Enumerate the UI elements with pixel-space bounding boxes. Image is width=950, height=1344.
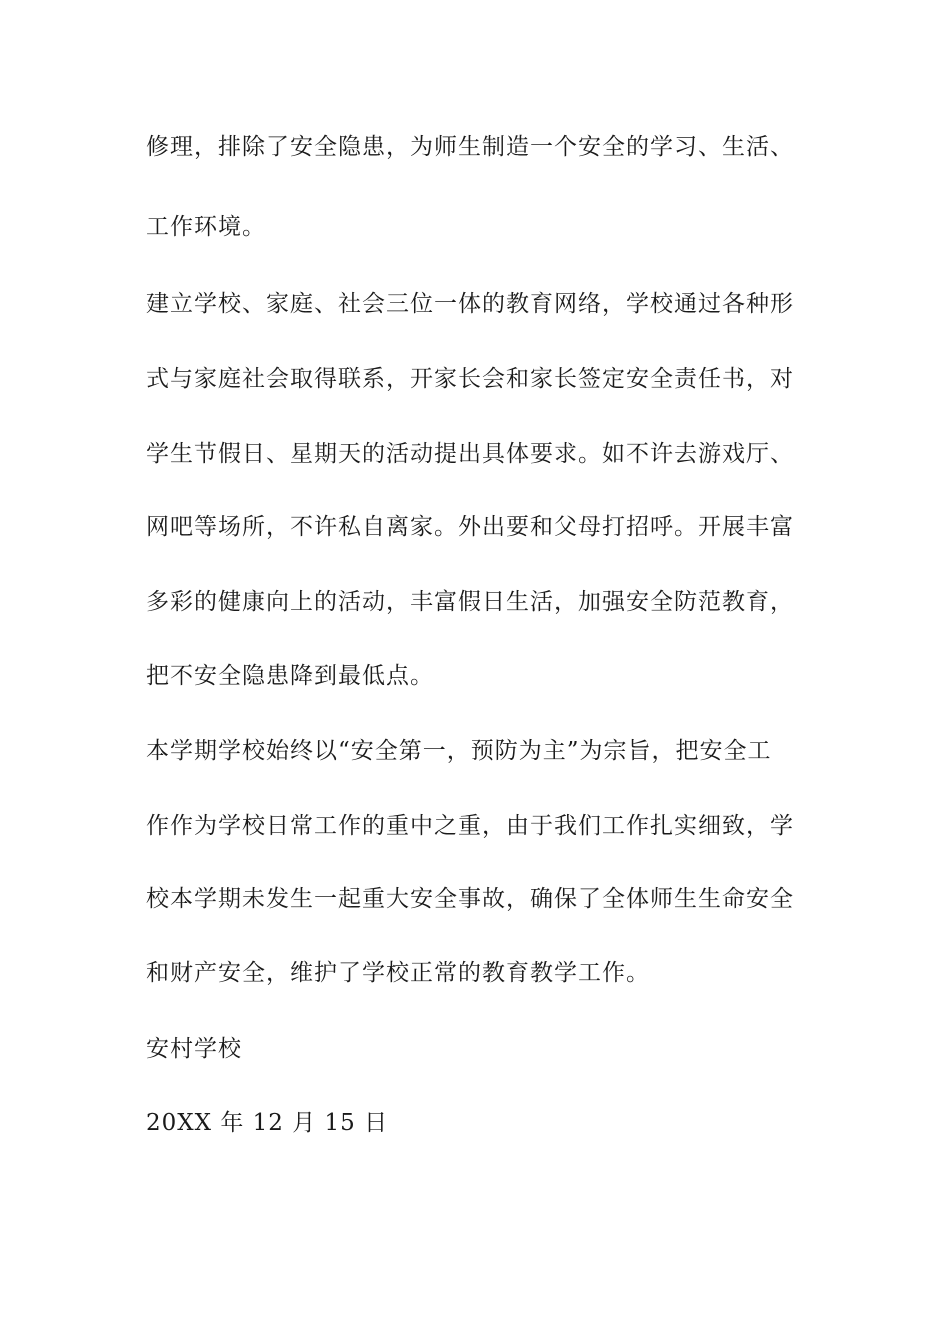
signature-date: 20XX 年 12 月 15 日 <box>146 1110 389 1136</box>
paragraph-1-line-1: 修理，排除了安全隐患，为师生制造一个安全的学习、生活、 <box>146 134 794 160</box>
paragraph-2-line-6: 把不安全隐患降到最低点。 <box>146 663 434 689</box>
paragraph-2-line-3: 学生节假日、星期天的活动提出具体要求。如不许去游戏厅、 <box>146 441 794 467</box>
signature-school-name: 安村学校 <box>146 1036 242 1062</box>
paragraph-3-line-1: 本学期学校始终以“安全第一，预防为主”为宗旨，把安全工 <box>146 738 772 764</box>
paragraph-2-line-1: 建立学校、家庭、社会三位一体的教育网络，学校通过各种形 <box>146 291 794 317</box>
paragraph-2-line-4: 网吧等场所，不许私自离家。外出要和父母打招呼。开展丰富 <box>146 514 794 540</box>
paragraph-1-line-2: 工作环境。 <box>146 214 266 240</box>
paragraph-3-line-3: 校本学期未发生一起重大安全事故，确保了全体师生生命安全 <box>146 886 794 912</box>
paragraph-2-line-2: 式与家庭社会取得联系，开家长会和家长签定安全责任书，对 <box>146 366 794 392</box>
paragraph-3-line-4: 和财产安全，维护了学校正常的教育教学工作。 <box>146 960 650 986</box>
paragraph-2-line-5: 多彩的健康向上的活动，丰富假日生活，加强安全防范教育， <box>146 589 794 615</box>
paragraph-3-line-2: 作作为学校日常工作的重中之重，由于我们工作扎实细致，学 <box>146 813 794 839</box>
